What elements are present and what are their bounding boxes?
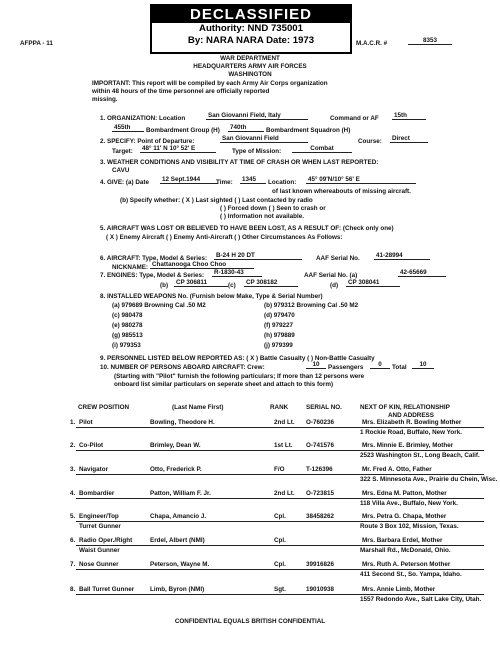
col-header-serial: SERIAL NO.: [306, 404, 342, 411]
macr-label: M.A.C.R. #: [356, 40, 388, 47]
s4-location-label: Location:: [268, 179, 297, 186]
crew-kin: Mr. Fred A. Otto, Father: [362, 466, 432, 473]
col-header-name: (Last Name First): [172, 404, 224, 411]
crew-address: 1 Rockie Road, Buffalo, New York.: [360, 429, 462, 436]
s7-serial-c: CP 308182: [244, 279, 298, 287]
crew-rank: 2nd Lt.: [274, 490, 295, 497]
row-rule: [76, 521, 484, 522]
s9-label: 9. PERSONNEL LISTED BELOW REPORTED AS: ( X ) Battle Casualty ( ) Non-Battle Casualty: [100, 355, 375, 362]
crew-kin: Mrs. Annie Limb, Mother: [362, 586, 436, 593]
row-rule: [76, 498, 484, 499]
s1-group-label: Bombardment Group (H): [146, 127, 220, 134]
s10-total: 10: [412, 361, 434, 369]
s7-b-marker: (b): [160, 282, 169, 289]
crew-name: Erdel, Albert (NMI): [150, 537, 205, 544]
col-header-kin-2: AND ADDRESS: [388, 412, 434, 419]
s4-time-label: Time:: [216, 179, 233, 186]
weapon-c: (c) 980478: [112, 312, 143, 319]
s2-course: Direct: [390, 135, 428, 143]
declassified-stamp: [150, 4, 352, 54]
macr-number: 8353: [408, 37, 452, 45]
crew-position: Ball Turret Gunner: [79, 586, 135, 593]
crew-name: Brimley, Dean W.: [150, 442, 201, 449]
s7-aaf-label: AAF Serial No. (a): [304, 272, 358, 279]
row-rule: [76, 450, 484, 451]
stamp-authority: Authority: NND 735001: [199, 23, 303, 34]
crew-address: Route 3 Box 102, Mission, Texas.: [360, 523, 459, 530]
s1-squadron: 740th: [228, 124, 264, 132]
s6-type: B-24 H 20 DT: [214, 252, 302, 260]
crew-address: Marshall Rd., McDonald, Ohio.: [360, 547, 451, 554]
crew-kin: Mrs. Edna M. Patton, Mother: [362, 490, 447, 497]
weapon-a: (a) 979689 Browning Cal .50 M2: [112, 302, 206, 309]
s7-serial-a: 42-65669: [398, 269, 446, 277]
s10-pass-label: Passengers: [328, 364, 364, 371]
s6-serial: 41-28994: [374, 252, 430, 260]
crew-number: 7.: [70, 561, 76, 568]
crew-number: 5.: [70, 513, 76, 520]
row-rule: [76, 474, 484, 475]
crew-address: 118 Villa Ave., Buffalo, New York.: [360, 500, 458, 507]
crew-position-2: Waist Gunner: [79, 547, 120, 554]
stamp-by: By: NARA NARA Date: 1973: [187, 35, 315, 46]
s3-value: CAVU: [112, 167, 130, 174]
col-header-position: CREW POSITION: [78, 404, 130, 411]
crew-number: 1.: [70, 419, 76, 426]
crew-position: Bombardier: [79, 490, 115, 497]
crew-serial: 39916826: [306, 561, 335, 568]
s7-type: R-1830-43: [212, 269, 262, 277]
s3-label: 3. WEATHER CONDITIONS AND VISIBILITY AT TIME OF CRASH OR WHEN LAST REPORTED:: [100, 159, 379, 166]
s7-label: 7. ENGINES: Type, Model & Series:: [100, 272, 205, 279]
s6-nickname: Chattanooga Choo Choo: [150, 261, 254, 269]
crew-number: 6.: [70, 537, 76, 544]
weapon-f: (f) 979227: [264, 322, 294, 329]
s2-course-label: Course:: [358, 138, 382, 145]
crew-address: 411 Second St., So. Yampa, Idaho.: [360, 571, 462, 578]
crew-address: 1557 Redondo Ave., Salt Lake City, Utah.: [360, 596, 482, 603]
crew-number: 3.: [70, 466, 76, 473]
s4-b3: ( ) Information not available.: [220, 213, 304, 220]
s5-label: 5. AIRCRAFT WAS LOST OR BELIEVED TO HAVE BEEN LOST, AS A RESULT OF: (Check only one): [100, 225, 394, 232]
s7-c-marker: (c): [228, 282, 236, 289]
form-id: AFPPA - 11: [20, 40, 53, 47]
s4-b1: (b) Specify whether: ( X ) Last sighted ( ) Last contacted by radio: [120, 197, 313, 204]
crew-rank: Sgt.: [274, 586, 286, 593]
header-line-2: HEADQUARTERS ARMY AIR FORCES: [193, 63, 307, 70]
crew-serial: O-723815: [306, 490, 335, 497]
crew-rank: Cpl.: [274, 537, 286, 544]
s1-label: 1. ORGANIZATION: Location: [100, 115, 186, 122]
crew-name: Chapa, Amancio J.: [150, 513, 207, 520]
weapon-d: (d) 979470: [264, 312, 295, 319]
s10-label: 10. NUMBER OF PERSONS ABOARD AIRCRAFT: Crew:: [100, 364, 265, 371]
s4-date: 12 Sept.1944: [160, 176, 218, 184]
row-rule: [76, 427, 484, 428]
row-rule: [76, 545, 484, 546]
col-header-rank: RANK: [270, 404, 289, 411]
s1-cmd: 15th: [392, 112, 426, 120]
crew-rank: Cpl.: [274, 561, 286, 568]
s8-label: 8. INSTALLED WEAPONS No. (Furnish below Make, Type & Serial Number): [100, 293, 323, 300]
s6-label: 6. AIRCRAFT: Type, Model & Series:: [100, 255, 208, 262]
weapon-j: (j) 979399: [264, 342, 293, 349]
crew-address: 322 S. Minnesota Ave., Prairie du Chein, Wisc.: [360, 476, 498, 483]
important-line-1: IMPORTANT: This report will be compiled by each Army Air Corps organization: [92, 80, 328, 87]
crew-name: Otto, Frederick P.: [150, 466, 202, 473]
crew-rank: 1st Lt.: [274, 442, 293, 449]
s4-time: 1345: [240, 176, 266, 184]
crew-kin: Mrs. Minnie E. Brimley, Mother: [362, 442, 454, 449]
s1-group: 455th: [112, 124, 144, 132]
s4-whereabouts: of last known whereabouts of missing aircraft.: [272, 188, 411, 195]
important-line-3: missing.: [92, 96, 118, 103]
header-line-3: WASHINGTON: [228, 71, 272, 78]
crew-position-2: Turret Gunner: [79, 523, 121, 530]
footer-confidential: CONFIDENTIAL EQUALS BRITISH CONFIDENTIAL: [174, 618, 326, 625]
crew-rank: Cpl.: [274, 513, 286, 520]
s7-serial-b: CP 306811: [174, 279, 228, 287]
crew-kin: Mrs. Petra G. Chapa, Mother: [362, 513, 447, 520]
s6-aaf-label: AAF Serial No.: [316, 255, 360, 262]
crew-rank: 2nd Lt.: [274, 419, 295, 426]
row-rule: [76, 569, 484, 570]
crew-number: 8.: [70, 586, 76, 593]
stamp-title: DECLASSIFIED: [152, 6, 350, 23]
s5-options: ( X ) Enemy Aircraft ( ) Enemy Anti-Aircraft ( ) Other Circumstances As Follows:: [106, 234, 343, 241]
crew-position: Engineer/Top: [79, 513, 119, 520]
crew-number: 4.: [70, 490, 76, 497]
crew-serial: O-741576: [306, 442, 335, 449]
s10-note-1: (Starting with "Pilot" furnish the following particulars; If more than 12 persons were: [114, 373, 365, 380]
crew-serial: 38458262: [306, 513, 335, 520]
s10-note-2: onboard list similar particulars on seperate sheet and attach to this form): [114, 381, 334, 388]
crew-position: Radio Oper./Right: [79, 537, 133, 544]
s6-nick-label: NICKNAME:: [112, 264, 149, 271]
important-line-2: within 48 hours of the time personnel are officially reported: [92, 88, 270, 95]
crew-name: Bowling, Theodore H.: [150, 419, 215, 426]
crew-name: Limb, Byron (NMI): [150, 586, 205, 593]
s4-location: 45° 09'N/10° 56' E: [306, 176, 416, 184]
crew-address: 2523 Washington St., Long Beach, Calif.: [360, 452, 480, 459]
crew-kin: Mrs. Ruth A. Peterson Mother: [362, 561, 451, 568]
s7-serial-d: CP 308041: [346, 279, 400, 287]
s2-mission-label: Type of Mission:: [232, 148, 282, 155]
s4-label: 4. GIVE: (a) Date: [100, 179, 149, 186]
s2-target: 48° 11' N 10° 52' E: [140, 145, 216, 153]
row-rule: [76, 594, 484, 595]
s10-total-label: Total: [392, 364, 407, 371]
crew-kin: Mrs. Barbara Erdel, Mother: [362, 537, 443, 544]
weapon-h: (h) 979889: [264, 332, 295, 339]
s1-location: San Giovanni Field, Italy: [206, 112, 308, 120]
crew-number: 2.: [70, 442, 76, 449]
crew-name: Patton, William F. Jr.: [150, 490, 211, 497]
s7-d-marker: (d): [330, 282, 339, 289]
weapon-b: (b) 979312 Browning Cal .50 M2: [264, 302, 359, 309]
weapon-e: (e) 980278: [112, 322, 143, 329]
s2-label: 2. SPECIFY: Point of Departure:: [100, 138, 195, 145]
s2-departure: San Giovanni Field: [220, 135, 308, 143]
crew-serial: O-760236: [306, 419, 335, 426]
weapon-i: (i) 979353: [112, 342, 141, 349]
header-line-1: WAR DEPARTMENT: [220, 55, 280, 62]
weapon-g: (g) 985513: [112, 332, 143, 339]
s1-cmd-label: Command or AF: [330, 115, 379, 122]
s10-crew: 10: [306, 361, 326, 369]
crew-serial: T-126396: [306, 466, 333, 473]
crew-position: Co-Pilot: [79, 442, 104, 449]
col-header-kin: NEXT OF KIN, RELATIONSHIP: [360, 404, 450, 411]
crew-position: Nose Gunner: [79, 561, 119, 568]
crew-kin: Mrs. Elizabeth R. Bowling Mother: [362, 419, 462, 426]
s2-target-label: Target:: [112, 148, 133, 155]
s4-b2: ( ) Forced down ( ) Seen to crash or: [220, 205, 326, 212]
crew-name: Peterson, Wayne M.: [150, 561, 210, 568]
crew-position: Navigator: [79, 466, 109, 473]
crew-rank: F/O: [274, 466, 285, 473]
s2-mission: Combat: [292, 145, 352, 153]
crew-position: Pilot: [79, 419, 93, 426]
crew-serial: 19010938: [306, 586, 335, 593]
s1-squadron-label: Bombardment Squadron (H): [266, 127, 351, 134]
s10-pass: 0: [370, 361, 390, 369]
